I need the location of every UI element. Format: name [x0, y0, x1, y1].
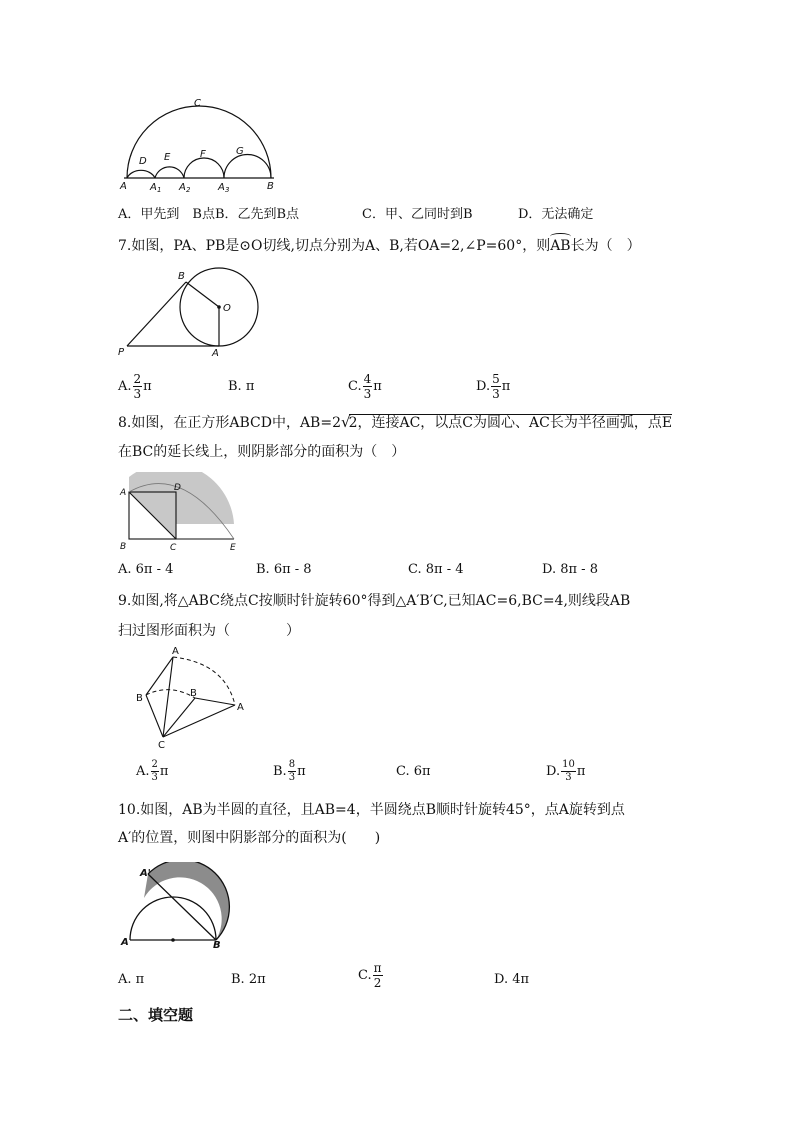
q10-stem-line2: A′的位置，则图中阴影部分的面积为( ): [118, 830, 381, 846]
q8-label-c: C: [170, 543, 177, 552]
q10-label-b: B: [213, 940, 221, 950]
q8-stem-line2: 在BC的延长线上，则阴影部分的面积为（ ）: [118, 444, 406, 460]
q6-label-f: F: [200, 149, 206, 160]
q7-option-a: A. $\frac{2}{3}$ π: [118, 372, 152, 401]
q6-label-a1-sub: 1: [157, 186, 162, 194]
q9-option-c: C. 6π: [396, 764, 431, 779]
q8-label-d: D: [174, 483, 181, 493]
q9-label-a-right: A: [237, 702, 244, 713]
q9-stem-line2: 扫过图形面积为（ ）: [118, 623, 300, 639]
q7-option-b: B. π: [228, 379, 255, 394]
q10-option-c: C. $\frac{\pi}{2}$: [358, 961, 382, 990]
q6-label-b: B: [267, 181, 274, 192]
q6-label-g: G: [236, 146, 244, 157]
q6-label-a3-sub: 3: [225, 186, 230, 194]
q6-label-a3: A: [218, 182, 225, 193]
q6-label-a2-sub: 2: [186, 186, 191, 194]
q8-option-a: A. 6π - 4: [118, 562, 174, 577]
q8-label-b: B: [120, 542, 127, 552]
q10-option-d: D. 4π: [494, 972, 530, 987]
q9-option-a: A. $\frac{2}{3}$ π: [136, 759, 169, 783]
q8-label-e: E: [230, 543, 236, 552]
q6-label-e: E: [164, 152, 171, 163]
q10-label-a: A: [121, 937, 129, 948]
q9-stem-line1: 9.如图,将△ABC绕点C按顺时针旋转60°得到△A′B′C,已知AC=6,BC=4,则线段AB: [118, 593, 631, 609]
q6-label-c: C: [194, 98, 201, 109]
q10-figure: [112, 862, 232, 950]
q8-label-a: A: [120, 488, 127, 498]
q9-option-b: B. $\frac{8}{3}$ π: [273, 759, 306, 783]
sqrt-sign-icon: √: [341, 413, 351, 431]
section-heading: 二、填空题: [118, 1006, 194, 1024]
q9-label-b-left: B: [136, 693, 143, 704]
q8-figure: [112, 472, 242, 552]
q10-option-b: B. 2π: [231, 972, 266, 987]
q6-label-a: A: [120, 181, 127, 192]
q8-option-d: D. 8π - 8: [542, 562, 598, 577]
q8-stem-line1: 8.如图，在正方形ABCD中，AB=2√2，连接AC，以点C为圆心、AC长为半径画弧，点E: [118, 413, 673, 431]
q6-label-a1: A: [150, 182, 157, 193]
q7-label-b: B: [178, 271, 185, 282]
q9-figure: [130, 643, 250, 750]
q7-option-c: C. $\frac{4}{3}$ π: [348, 372, 382, 401]
q7-arc-label: AB: [550, 238, 571, 254]
q6-label-d: D: [139, 156, 147, 167]
q7-label-o: O: [223, 303, 231, 314]
q6-option-d: D．无法确定: [518, 207, 594, 222]
q6-label-a2: A: [179, 182, 186, 193]
q6-option-c: C．甲、乙同时到B: [362, 207, 473, 222]
q7-option-d: D. $\frac{5}{3}$ π: [476, 372, 511, 401]
q7-stem-suffix: 长为（ ）: [570, 238, 641, 254]
q7-stem: [118, 236, 641, 256]
q9-option-d: D. $\frac{10}{3}$ π: [546, 759, 586, 783]
q8-option-c: C. 8π - 4: [408, 562, 464, 577]
q10-option-a: A. π: [118, 972, 145, 987]
q9-label-b-prime: B: [190, 688, 197, 699]
q9-label-c: C: [158, 740, 165, 750]
q7-figure: [112, 264, 267, 362]
q7-label-p: P: [118, 347, 125, 358]
q9-label-a-top: A: [172, 646, 179, 657]
q8-option-b: B. 6π - 8: [256, 562, 312, 577]
q7-stem-prefix: 7.如图，PA、PB是⊙O切线,切点分别为A、B,若OA=2,∠P=60°，则: [118, 238, 551, 254]
q10-stem-line1: 10.如图，AB为半圆的直径，且AB=4，半圆绕点B顺时针旋转45°，点A旋转到点: [118, 802, 625, 818]
q6-figure: [112, 94, 287, 194]
q6-option-ab: A．甲先到 B点B．乙先到B点: [118, 207, 300, 222]
q10-label-a-prime: A': [140, 868, 151, 879]
q7-label-a: A: [212, 348, 219, 359]
